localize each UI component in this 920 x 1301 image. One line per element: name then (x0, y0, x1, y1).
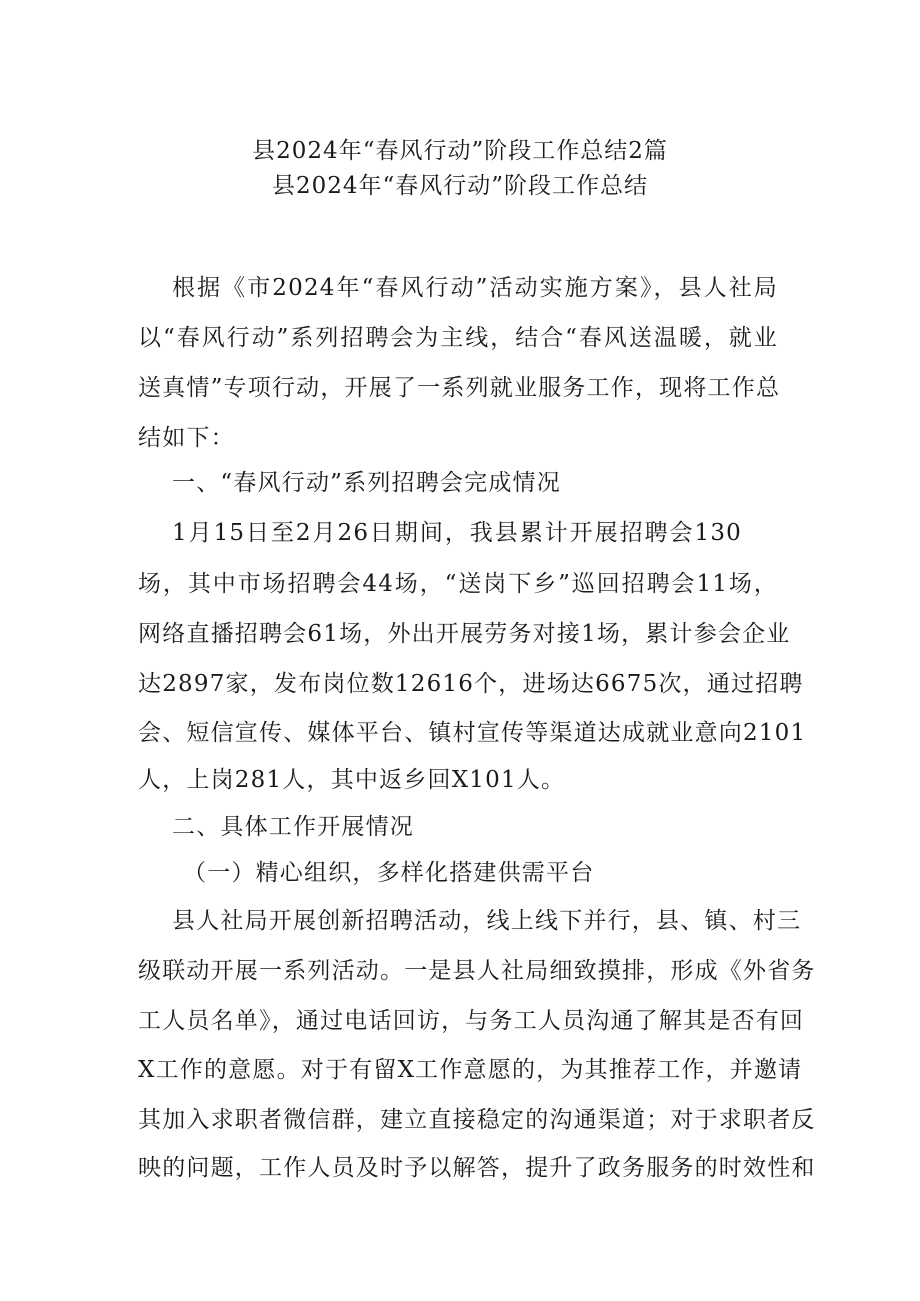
paragraph-line: 网络直播招聘会61场，外出开展劳务对接1场，累计参会企业 (138, 621, 791, 647)
paragraph-line: 会、短信宣传、媒体平台、镇村宣传等渠道达成就业意向2101 (138, 720, 807, 746)
paragraph-line: 场，其中市场招聘会44场，“送岗下乡”巡回招聘会11场， (138, 571, 778, 597)
paragraph-line: 其加入求职者微信群，建立直接稳定的沟通渠道；对于求职者反 (138, 1107, 816, 1133)
document-subtitle: 县2024年“春风行动”阶段工作总结 (271, 173, 649, 199)
paragraph-line: 人，上岗281人，其中返乡回X101人。 (138, 767, 566, 793)
paragraph-line: 结如下： (138, 425, 235, 451)
paragraph-line: 送真情”专项行动，开展了一系列就业服务工作，现将工作总 (138, 375, 781, 401)
section-heading: 一、“春风行动”系列招聘会完成情况 (172, 470, 561, 496)
paragraph-line: 达2897家，发布岗位数12616个，进场达6675次，通过招聘 (138, 671, 804, 697)
paragraph-line: 工人员名单》，通过电话回访，与务工人员沟通了解其是否有回 (138, 1008, 805, 1034)
paragraph-line: 县人社局开展创新招聘活动，线上线下并行，县、镇、村三 (172, 908, 802, 934)
document-title: 县2024年“春风行动”阶段工作总结2篇 (252, 138, 668, 164)
section-heading: 二、具体工作开展情况 (172, 814, 414, 840)
paragraph-line: 1月15日至2月26日期间，我县累计开展招聘会130 (172, 520, 742, 546)
paragraph-line: 以“春风行动”系列招聘会为主线，结合“春风送温暖，就业 (138, 325, 778, 351)
paragraph-line: 根据《市2024年“春风行动”活动实施方案》，县人社局 (172, 275, 778, 301)
paragraph-line: 级联动开展一系列活动。一是县人社局细致摸排，形成《外省务 (138, 958, 816, 984)
subsection-heading: （一）精心组织，多样化搭建供需平台 (183, 860, 595, 886)
paragraph-line: X工作的意愿。对于有留X工作意愿的，为其推荐工作，并邀请 (138, 1057, 803, 1083)
paragraph-line: 映的问题，工作人员及时予以解答，提升了政务服务的时效性和 (138, 1155, 816, 1181)
